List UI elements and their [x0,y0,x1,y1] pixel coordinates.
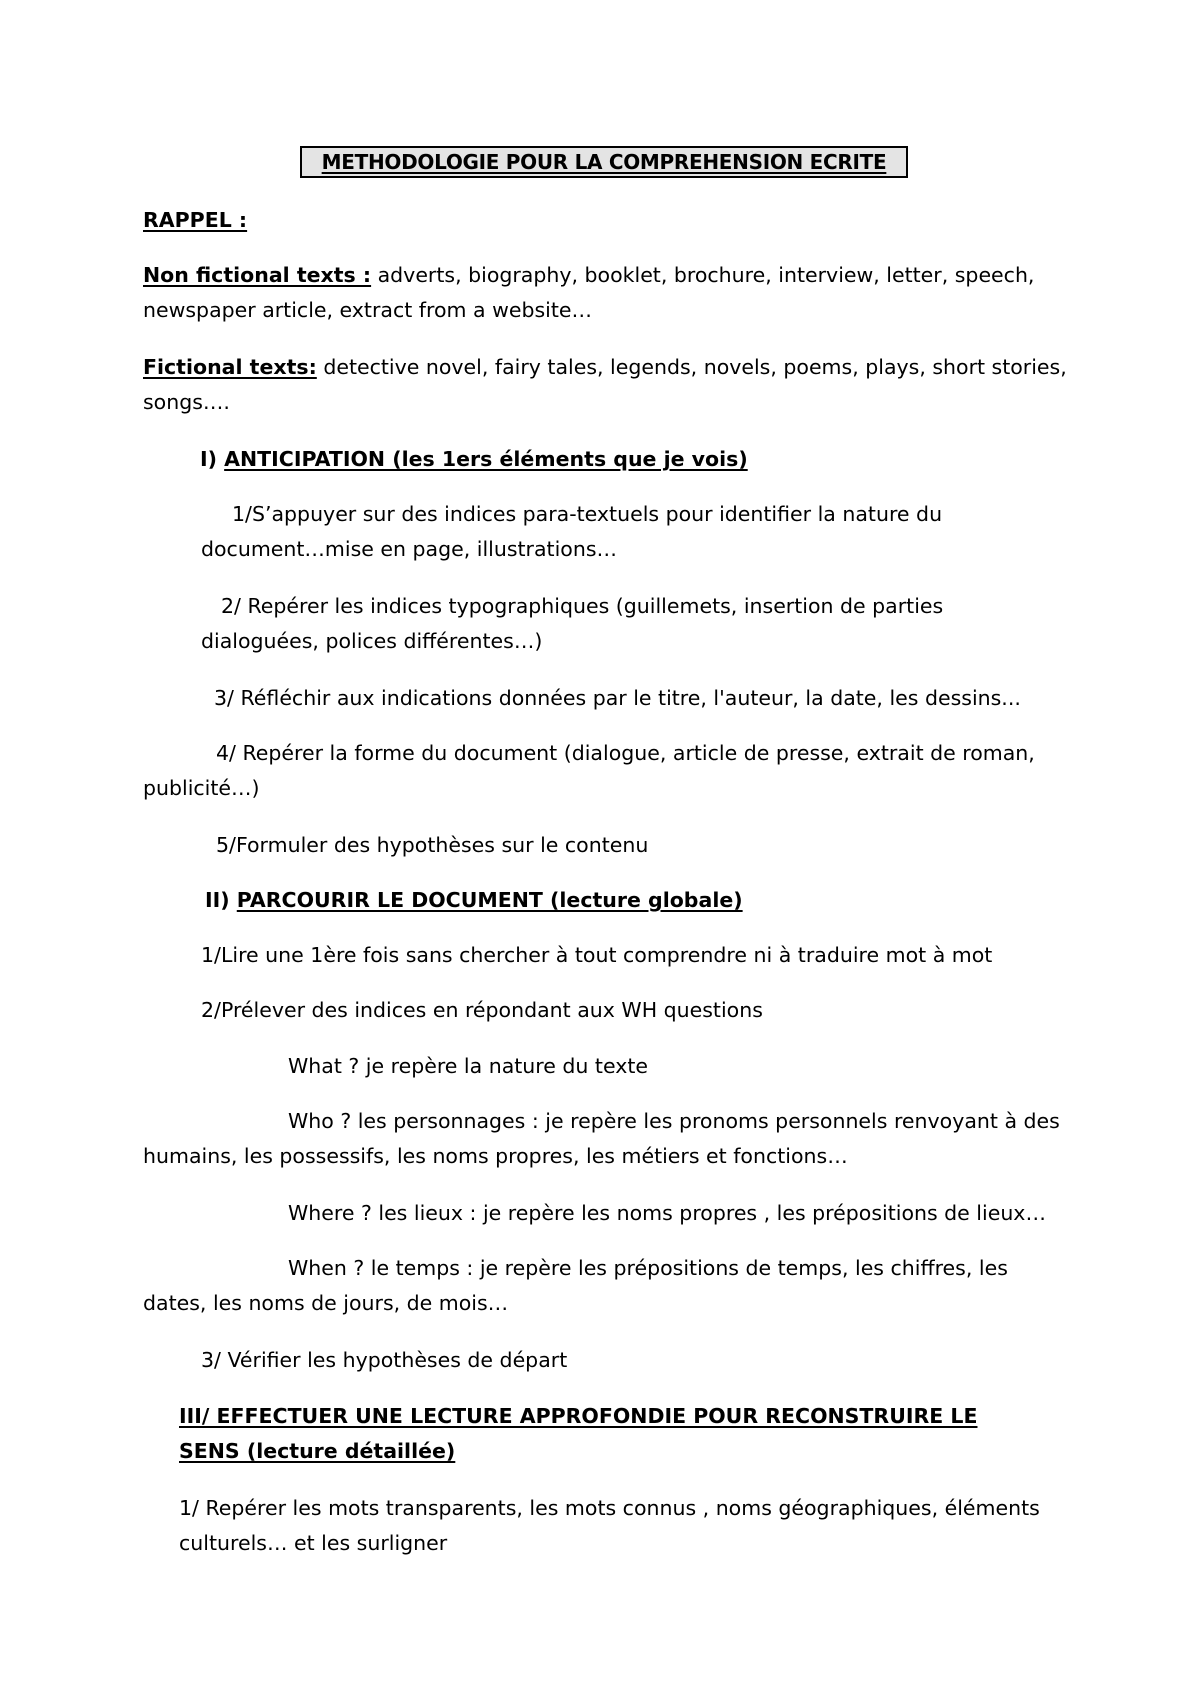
section-2-number: II) [205,888,237,912]
section-1-number: I) [200,447,225,471]
wh-where: Where ? les lieux : je repère les noms propres , les prépositions de lieux… [288,1201,1046,1225]
wh-who-line-2: humains, les possessifs, les noms propres, les métiers et fonctions… [143,1144,848,1168]
document-title: METHODOLOGIE POUR LA COMPREHENSION ECRITE [300,146,908,178]
section-3-heading-line-2: SENS (lecture détaillée) [179,1439,456,1463]
section-1-title: ANTICIPATION (les 1ers éléments que je vois) [224,447,748,471]
section-1-item-2-line-1: 2/ Repérer les indices typographiques (guillemets, insertion de parties [221,594,944,618]
section-3-item-1-line-1: 1/ Repérer les mots transparents, les mots connus , noms géographiques, éléments [179,1496,1040,1520]
fictional-line-2: songs…. [143,390,230,414]
non-fictional-label: Non fictional texts : [143,263,372,287]
section-3-item-1-line-2: culturels… et les surligner [179,1531,448,1555]
non-fictional-line-1 [143,257,1034,293]
wh-what: What ? je repère la nature du texte [288,1054,648,1078]
section-3-heading-line-1: III/ EFFECTUER UNE LECTURE APPROFONDIE POUR RECONSTRUIRE LE [179,1404,978,1428]
rappel-heading: RAPPEL : [143,208,248,232]
section-2-title: PARCOURIR LE DOCUMENT (lecture globale) [236,888,743,912]
section-2-heading [205,882,743,918]
wh-when-line-1: When ? le temps : je repère les prépositions de temps, les chiffres, les [288,1256,1008,1280]
section-1-item-5: 5/Formuler des hypothèses sur le contenu [216,833,649,857]
non-fictional-line-2: newspaper article, extract from a website… [143,298,592,322]
section-1-heading [200,441,748,477]
non-fictional-text: adverts, biography, booklet, brochure, interview, letter, speech, [371,263,1035,287]
section-2-item-1: 1/Lire une 1ère fois sans chercher à tout comprendre ni à traduire mot à mot [201,943,993,967]
section-1-item-4-line-2: publicité…) [143,776,260,800]
fictional-label: Fictional texts: [143,355,317,379]
section-1-item-4-line-1: 4/ Repérer la forme du document (dialogue, article de presse, extrait de roman, [216,741,1035,765]
section-1-item-1-line-2: document…mise en page, illustrations… [201,537,617,561]
section-1-item-2-line-2: dialoguées, polices différentes…) [201,629,543,653]
wh-when-line-2: dates, les noms de jours, de mois… [143,1291,509,1315]
section-1-item-3: 3/ Réfléchir aux indications données par le titre, l'auteur, la date, les dessins... [214,686,1021,710]
fictional-text: detective novel, fairy tales, legends, novels, poems, plays, short stories, [316,355,1067,379]
wh-who-line-1: Who ? les personnages : je repère les pronoms personnels renvoyant à des [288,1109,1060,1133]
section-2-item-2: 2/Prélever des indices en répondant aux WH questions [201,998,763,1022]
section-2-item-3: 3/ Vérifier les hypothèses de départ [201,1348,568,1372]
section-1-item-1-line-1: 1/S’appuyer sur des indices para-textuels pour identifier la nature du [232,502,943,526]
fictional-line-1 [143,349,1067,385]
